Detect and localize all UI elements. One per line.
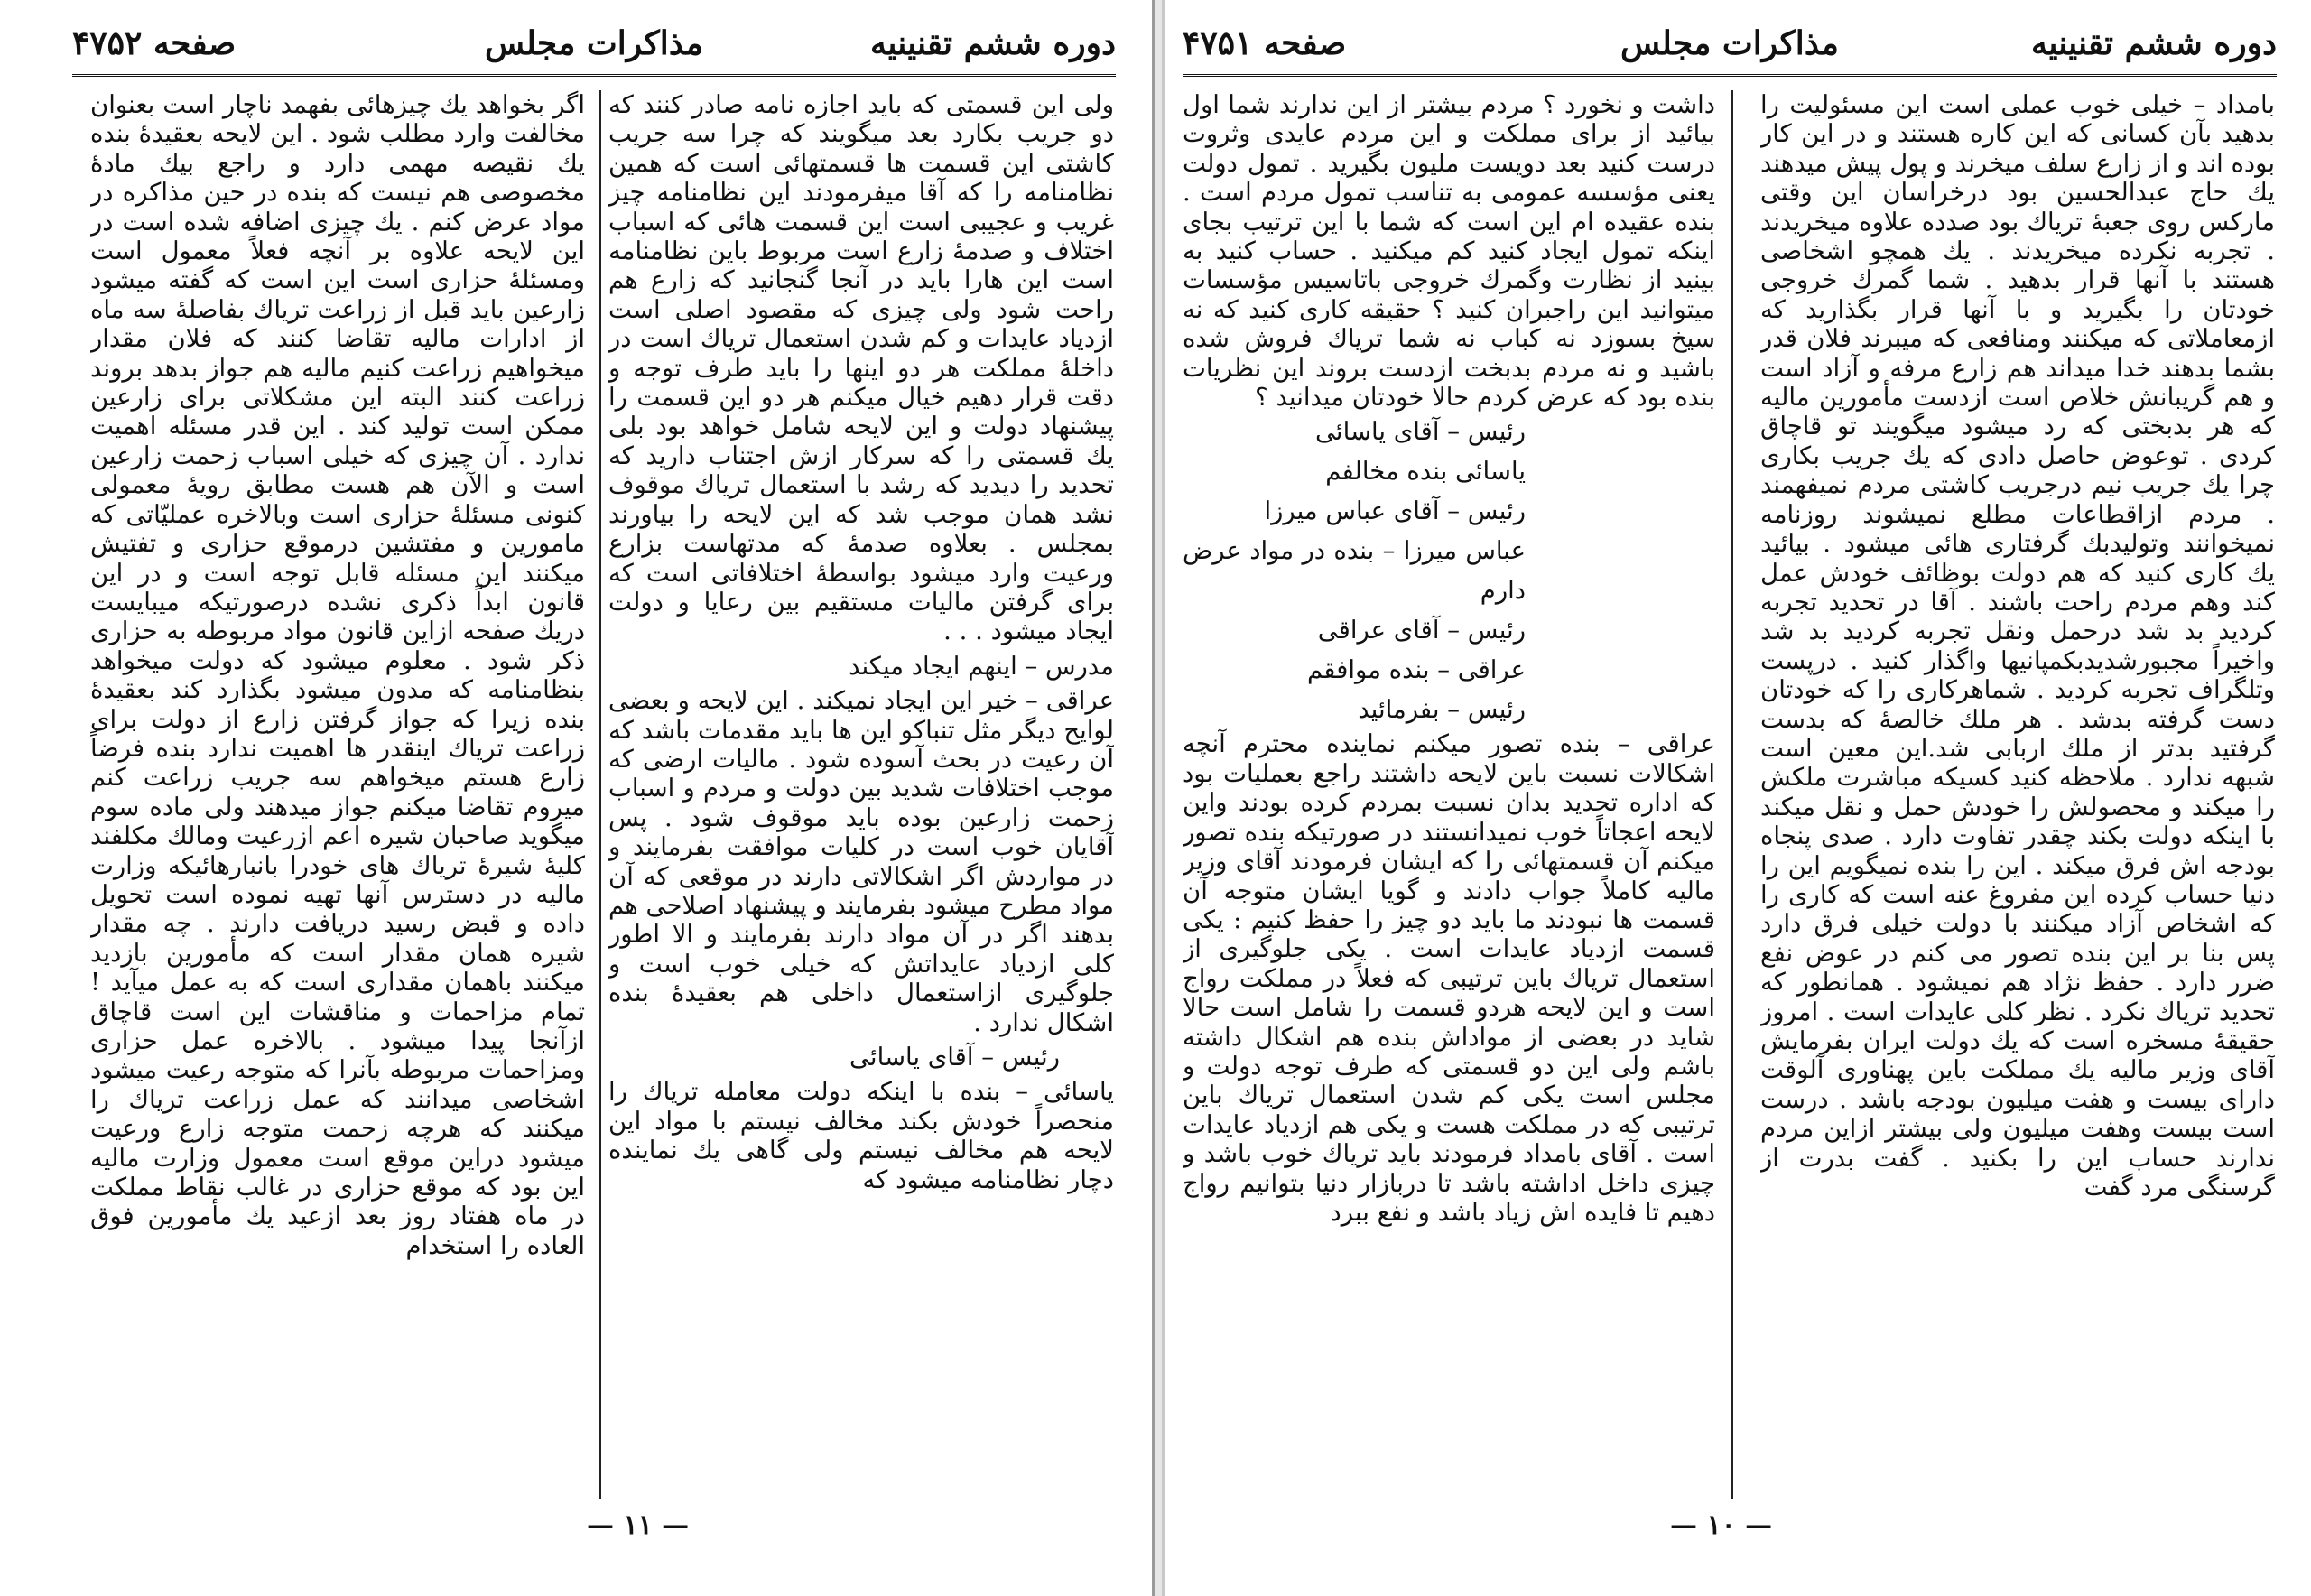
left-page [0, 0, 1152, 1596]
speaker-line: ياسائى بنده مخالفم [1325, 457, 1526, 487]
folio-number: — ۱۰ — [1670, 1509, 1773, 1541]
column-divider [599, 90, 601, 1499]
speaker-line: رئيس – آقاى ياسائى [1315, 417, 1526, 447]
right-page-right-column [1760, 90, 2275, 1499]
speaker-line: عباس ميرزا – بنده در مواد عرض دارم [1183, 536, 1526, 606]
right-page-left-column [1183, 90, 1715, 1499]
speaker-line: رئيس – بفرمائيد [1358, 695, 1526, 725]
left-page-left-column [90, 90, 585, 1499]
speaker-line: عراقى – بنده موافقم [1307, 655, 1526, 685]
header-rule [72, 74, 1116, 77]
journal-title: مذاكرات مجلس [1620, 24, 1839, 62]
folio-number: — ۱۱ — [587, 1509, 690, 1541]
speaker-paragraph-iraqi: عراقى – بنده تصور ميكنم نماينده محترم آنچه اشكالات نسبت باين لايحه داشتند راجع بعمليات بود كه اداره تحديد بدان نسبت بمردم كرده بودند واين لايحه اعجاتاً خوب نميدانستند در صورتيكه بنده تصور ميكنم آن قسمتهائى را كه ايشان فرمودند آقاى وزير ماليه كاملاً جواب دادند و گويا ايشان متوجه آن قسمت ها نبودند ما بايد دو چيز را حفظ كنيم : يكى قسمت ازدياد عايدات است . يكى جلوگيرى از استعمال ترياك باين ترتيبى كه فعلاً در مملكت رواج است و اين لايحه هردو قسمت را شامل است حالا شايد در بعضى از مواداش بنده هم اشكال داشته باشم ولى اين دو قسمتى كه طرف توجه دولت و مجلس است يكى كم شدن استعمال ترياك باين ترتيبى كه در مملكت هست و يكى هم ازدياد عايدات است . آقاى بامداد فرمودند بايد ترياك خوب باشد و چيزى داخل اداشته باشد تا دربازار دنيا بتوانيم رواج دهيم تا فايده اش زياد باشد و نفع ببرد [1183, 729, 1715, 1227]
right-page-header [1183, 16, 2277, 79]
session-label: دوره ششم تقنينيه [2031, 24, 2277, 62]
header-rule [1183, 74, 2277, 77]
page-number: صفحه ۴۷۵۱ [1183, 24, 1347, 62]
speaker-line: رئيس – آقاى عباس ميرزا [1264, 496, 1526, 526]
paragraph: بامداد – خيلى خوب عملى است اين مسئوليت را بدهيد بآن كسانى كه اين كاره هستند و در اين كار بوده اند و از زارع سلف ميخرند و پول پيش ميدهند يك حاج عبدالحسين بود درخراسان اين وقتى ماركس روى جعبهٔ ترياك بود صدده علاوه ميخريدند . تجربه نكرده ميخريدند . يك همچو اشخاصى هستند با آنها قرار بدهيد . شما گمرك خروجى خودتان را بگيريد و با آنها قرار بگذاريد كه ازمعاملاتى كه ميكنند ومنافعى كه ميبرند فلان قدر بشما بدهند خدا ميداند هم زارع مرفه و آزاد است و هم گريبانش خلاص است ازدست مأمورين ماليه كه هر بدبختى كه رد ميشود ميگويند تو قاچاق كردى . توعوض حاصل دادى كه يك جريب بكارى چرا يك جريب نيم درجريب كاشتى مردم نميفهمند . مردم ازاقطاعات مطلع نميشوند روزنامه نميخوانند وتوليدبك گرفتارى هائى ميشود . بيائيد يك كارى كنيد كه هم دولت بوظائف خودش عمل كند وهم مردم راحت باشند . آقا در تحديد تجربه كرديد بد شد درحمل ونقل تجربه كرديد بد شد واخيراً مجبورشديدبكمپانيها واگذار كنيد . درپست وتلگراف تجربه كرديد . شماهركارى را كه خودتان دست گرفته بدشد . هر ملك خالصهٔ كه بدست گرفتيد بدتر از ملك اربابى شد.اين معين است شبهه ندارد . ملاحظه كنيد كسيكه مباشرت ملكش را ميكند و محصولش را خودش حمل و نقل ميكند با اينكه دولت بكند چقدر تفاوت دارد . صدى پنجاه بودجه اش فرق ميكند . اين را بنده نميگويم اين را دنيا حساب كرده اين مفروغ عنه است كه كارى را كه اشخاص آزاد ميكنند با دولت خيلى فرق دارد پس بنا بر اين بنده تصور مى كنم در عوض نفع ضرر دارد . حفظ نژاد هم نميشود . همانطور كه تحديد ترياك نكرد . نظر كلى عايدات است . امروز حقيقهٔ مسخره است كه يك دولت ايران بفرمايش آقاى وزير ماليه يك مملكت باين پهناورى آلوقت داراى بيست و هفت ميليون بودجه باشد . درست است بيست وهفت ميليون ولى بيشتر ازاين مردم ندارند حساب اين را بكنيد . گفت بدرت از گرسنگى مرد گفت [1760, 90, 2275, 1202]
speaker-list [1183, 412, 1715, 729]
column-divider [1731, 90, 1733, 1499]
speaker-line: رئيس – آقاى عراقى [1317, 616, 1526, 645]
speaker-paragraph-iraqi: عراقى – خير اين ايجاد نميكند . اين لايحه و بعضى لوايح ديگر مثل تنباكو اين ها بايد مقدمات باشد كه آن رعيت در بحث آسوده شود . ماليات ارضى كه موجب اختلافات شديد بين دولت و مردم و اسباب زحمت زارعين بوده بايد موقوف شود . پس آقايان خوب است در كليات موافقت بفرمايند و در مواردش اگر اشكالاتى دارند در موقعى كه آن مواد مطرح ميشود بفرمايند و پيشنهاد اصلاحى هم بدهند اگر در آن مواد دارند بفرمايند و الا اطور كلى ازدياد عايداتش كه خيلى خوب است و جلوگيرى ازاستعمال داخلى هم بعقيدهٔ بنده اشكال ندارد . [608, 686, 1114, 1037]
page-number: صفحه ۴۷۵۲ [72, 24, 237, 62]
paragraph: اگر بخواهد يك چيزهائى بفهمد ناچار است بعنوان مخالفت وارد مطلب شود . اين لايحه بعقيدهٔ بنده يك نقيصه مهمى دارد و راجع بيك مادهٔ مخصوصى هم نيست كه بنده در حين مذاكره در مواد عرض كنم . يك چيزى اضافه شده است در اين لايحه علاوه بر آنچه فعلاً معمول است ومسئلهٔ حزارى است اين است كه گفته ميشود زارعين بايد قبل از زراعت ترياك بفاصلهٔ سه ماه از ادارات ماليه تقاضا كنند كه فلان مقدار ميخواهيم زراعت كنيم ماليه هم جواز بدهد بروند زراعت كنند البته اين مشكلاتى براى زارعين ممكن است توليد كند . اين قدر مسئله اهميت ندارد . آن چيزى كه خيلى اسباب زحمت زارعين است و الآن هم هست مطابق رويهٔ معمولى كنونى مسئلهٔ حزارى است وبالاخره عمليّاتى كه مامورين و مفتشين درموقع حزارى و تفتيش ميكنند اين مسئله قابل توجه است و در اين قانون ابداً ذكرى نشده درصورتيكه ميبايست دريك صفحه ازاين قانون مواد مربوطه به حزارى ذكر شود . معلوم ميشود كه دولت ميخواهد بنظامنامه كه مدون ميشود بگذارد كند بعقيدهٔ بنده زيرا كه جواز گرفتن زارع از دولت براى زراعت ترياك اينقدر ها اهميت ندارد بنده فرضاً زارع هستم ميخواهم سه جريب زراعت كنم ميروم تقاضا ميكنم جواز ميدهند ولى ماده سوم ميگويد صاحبان شيره اعم ازرعيت ومالك مكلفند كليهٔ شيرهٔ ترياك هاى خودرا بانبارهائيكه وزارت ماليه در دسترس آنها تهيه نموده است تحويل داده و قبض رسيد دريافت دارند . چه مقدار شيره همان مقدار است كه مأمورين بازديد ميكنند باهمان مقدارى است كه به عمل ميآيد ! تمام مزاحمات و مناقشات اين است قاچاق ازآنجا پيدا ميشود . بالاخره عمل حزارى ومزاحمات مربوطه بآنرا كه متوجه رعيت ميشود اشخاصى ميدانند كه عمل زراعت ترياك را ميكنند كه هرچه زحمت متوجه زارع ورعيت ميشود دراين موقع است معمول وزارت ماليه اين بود كه موقع حزارى در غالب نقاط مملكت در ماه هفتاد روز بعد ازعيد يك مأمورين فوق العاده را استخدام [90, 90, 585, 1260]
paragraph: ولى اين قسمتى كه بايد اجازه نامه صادر كنند كه دو جريب بكارد بعد ميگويند كه چرا سه جريب كاشتى اين قسمت ها قسمتهائى است كه همين نظامنامه را كه آقا ميفرمودند اين نظامنامه چيز غريب و عجيبى است اين قسمت هائى كه اسباب اختلاف و صدمهٔ زارع است مربوط باين نظامنامه است اين هارا بايد در آنجا گنجانيد كه زارع هم راحت شود ولى چيزى كه مقصود اصلى است ازدياد عايدات و كم شدن استعمال ترياك است در داخلهٔ مملكت هر دو اينها را بايد طرف توجه و دقت قرار دهيم خيال ميكنم هر دو اين قسمت را پيشنهاد دولت و اين لايحه شامل خواهد بود بلى يك قسمتى را كه سركار ازش اجتناب داريد كه تحديد را ديديد كه رشد با استعمال ترياك موقوف نشد همان موجب شد كه اين لايحه را بياورند بمجلس . بعلاوه صدمهٔ كه مدتهاست بزارع ورعيت وارد ميشود بواسطهٔ اختلافاتى است كه براى گرفتن ماليات مستقيم بين رعايا و دولت ايجاد ميشود . . . [608, 90, 1114, 646]
journal-title: مذاكرات مجلس [485, 24, 703, 62]
left-page-header [72, 16, 1116, 79]
speaker-line-mudarres: مدرس – اينهم ايجاد ميكند [849, 651, 1114, 681]
right-page [1165, 0, 2311, 1596]
left-page-right-column [608, 90, 1114, 1499]
paragraph: داشت و نخورد ؟ مردم بيشتر از اين ندارند شما اول بيائيد از براى مملكت و اين مردم عايدى وثروت درست كنيد بعد دويست مليون بگيريد . تمول دولت يعنى مؤسسه عمومى به تناسب تمول مردم است . بنده عقيده ام اين است كه شما با اين ترتيب بجاى اينكه تمول ايجاد كنيد كم ميكنيد . حساب كنيد به بينيد از نظارت وگمرك خروجى باتاسيس مؤسسات ميتوانيد اين راجبران كنيد ؟ حقيقه كارى كنيد كه نه سيخ بسوزد نه كباب نه شما ترياك فروش شده باشيد و نه مردم بدبخت ازدست بروند اين نظريات بنده بود كه عرض كردم حالا خودتان ميدانيد ؟ [1183, 90, 1715, 413]
session-label: دوره ششم تقنينيه [870, 24, 1116, 62]
speaker-line-rais: رئيس – آقاى ياسائى [849, 1043, 1060, 1072]
speaker-paragraph-yasai: ياسائى – بنده با اينكه دولت معامله ترياك را منحصراً خودش بكند مخالف نيستم با مواد اين لايحه هم مخالف نيستم ولى گاهى يك نماينده دچار نظامنامه ميشود كه [608, 1077, 1114, 1194]
page-gutter [1152, 0, 1165, 1596]
